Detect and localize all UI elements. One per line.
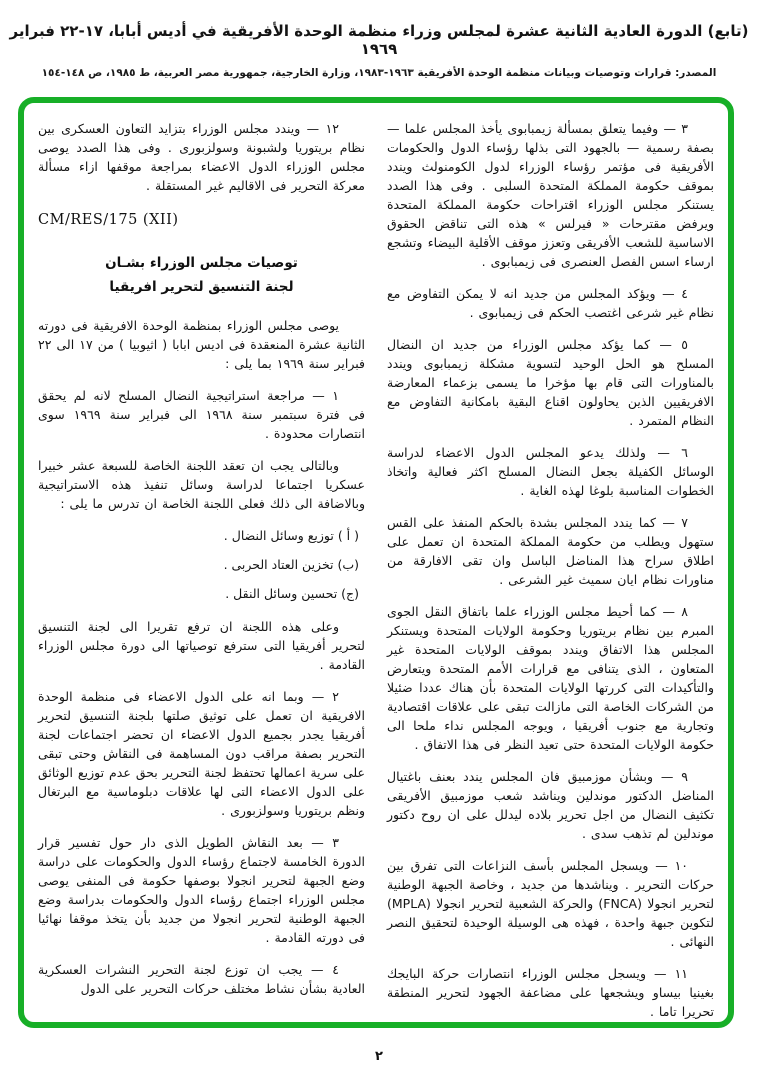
resolution-title-line-2: لجنة التنسيق لتحرير افريقيا [109,279,294,296]
document-source-line: المصدر: قرارات وتوصيات وبيانات منظمة الوحدة الأفريقية ١٩٦٣-١٩٨٣، وزارة الخارجية، جمهورية مصر العربية، ط ١٩٨٥، ص ١٤٨-١٥٤ [41,67,717,79]
document-header-title: (تابع) الدورة العادية الثانية عشرة لمجلس وزراء منظمة الوحدة الأفريقية في أديس أبابا، ١٧-٢٢ فبراير ١٩٦٩ [9,22,749,58]
paragraph-12: ١٢ — ويندد مجلس الوزراء بتزايد التعاون العسكرى بين نظام بريتوريا ولشبونة وسولزبورى . وفى هذا الصدد يوصى مجلس الوزراء الدول الاعضاء بمراجعة موقفها ازاء مسألة معركة التحرير فى الاقاليم غير المستقلة . [38,121,365,193]
document-header [0,0,758,79]
report-note: وعلى هذه اللجنة ان ترفع تقريرا الى لجنة التنسيق لتحرير أفريقيا التى سترفع توصياتها الى دورة مجلس الوزراء القادمة . [38,618,365,672]
paragraph-10: ١٠ — ويسجل المجلس بأسف النزاعات التى تفرق بين حركات التحرير . ويناشدها من جديد ، وخاصة الجبهة الوطنية لتحرير انجولا (FNCA) والحركة الشعبية لتحرير انجولا (MPLA) لتكوين جبهة واحدة ، فهذه هى الوسيلة الوحيدة لتحقيق النصر النهائى . [387,858,715,949]
study-item-a: ( أ ) توزيع وسائل النضال . [223,527,359,543]
resolution-item-3: ٣ — بعد النقاش الطويل الذى دار حول تفسير قرار الدورة الخامسة لاجتماع رؤساء الدول والحكومات على دراسة وضع الجبهة لتحرير انجولا بوصفها حكومة فى المنفى يوصى مجلس الوزراء اجتماع رؤساء الدول والحكومات بدراسة وضع الجبهة الوطنية لتحرير انجولا من جديد بأن يتخذ موقفا نهائيا فى دورته القادمة . [38,834,365,945]
resolution-title [38,251,365,300]
resolution-item-2: ٢ — وبما انه على الدول الاعضاء فى منظمة الوحدة الافريقية ان تعمل على توثيق صلتها بلجنة التنسيق لتحرير أفريقيا يجدر بجميع الدول الاعضاء ان تحضر اجتماعات لجنة التحرير بصفة مراقب دون المساهمة فى النقاش وحتى تبقى على سرية اعمالها تحتفظ لجنة التحرير بحق عدم توزيع الوثائق على الدول الاعضاء التى لها علاقات دبلوماسية مع البرتغال ونظم بريتوريا وسولزبورى . [38,688,365,818]
resolution-intro: يوصى مجلس الوزراء بمنظمة الوحدة الافريقية فى دورته الثانية عشرة المنعقدة فى اديس ابابا ( اثيوبيا ) من ١٧ الى ٢٢ فبراير سنة ١٩٦٩ بما يلى : [38,317,365,371]
resolution-title-line-1: توصيات مجلس الوزراء بشـان [105,255,298,272]
paragraph-8: ٨ — كما أحيط مجلس الوزراء علما باتفاق النقل الجوى المبرم بين نظام بريتوريا وحكومة الولايات المتحدة ويستنكر المجلس هذا الاتفاق ويندد بموقف الولايات المتحدة غير المتعاون ، الذى يتنافى مع قرارات الأمم المتحدة ويتعارض والتأكيدات التى كررتها الولايات المتحدة بأن هناك عددا ضئيلا من الشركات الخاصة التى مازالت تبقى على علاقات اقتصادية وتجارية مع جنوب أفريقيا ، ويوجه المجلس نداء ملحا الى حكومة الولايات المتحدة حتى تعيد النظر فى هذا الاتفاق . [387,604,714,752]
paragraph-4: ٤ — ويؤكد المجلس من جديد انه لا يمكن التفاوض مع نظام غير شرعى اغتصب الحكم فى زيمبابوى . [387,286,714,320]
study-item-c: (ج) تحسين وسائل النقل . [225,585,359,601]
resolution-item-1: ١ — مراجعة استراتيجية النضال المسلح لانه لم يحقق فى فترة سبتمبر سنة ١٩٦٨ الى فبراير سنة ١٩٦٩ سوى انتصارات محدودة . [38,387,365,441]
paragraph-7: ٧ — كما يندد المجلس بشدة بالحكم المنفذ على القس ستهول ويطلب من حكومة المملكة المتحدة ان تعمل على اطلاق سراح هذا المناضل الباسل وان تقى الافارقة من مناورات نظام ايان سميث غير الشرعى . [387,515,714,587]
page-number: ٢ [375,1049,383,1064]
resolution-reference: CM/RES/175 (XII) [38,212,179,228]
resolution-item-4: ٤ — يجب ان توزع لجنة التحرير النشرات العسكرية العادية بشأن نشاط مختلف حركات التحرير على الدول [38,961,365,996]
committee-note: وبالتالى يجب ان تعقد اللجنة الخاصة للسبعة عشر خبيرا عسكريا اجتماعا لدراسة وسائل تنفيذ هذه الاستراتيجية وبالاضافة الى ذلك فعلى اللجنة الخاصة ان تدرس ما يلى : [38,457,365,511]
paragraph-11: ١١ — ويسجل مجلس الوزراء انتصارات حركة البايجك بغينيا بيساو ويشجعها على مضاعفة الجهود لتحرير المنطقة تحريرا تاما . [387,966,714,1019]
column-left [38,119,365,1012]
study-items-list [38,526,359,603]
column-right [387,119,715,1019]
paragraph-3: ٣ — وفيما يتعلق بمسألة زيمبابوى يأخذ المجلس علما — بصفة رسمية — بالجهود التى بذلها رؤساء الدول والحكومات الأفريقية فى مؤتمر رؤساء الوزراء لدول الكومنولث ويندد بموقف حكومة المملكة المتحدة السلبى . وفى هذا الصدد يستنكر مجلس الوزراء اقتراحات حكومة المملكة المتحدة ويرفض مقترحات « فيرلس » هذه التى تناقض الحقوق الاساسية للشعب الأفريقى وتعزز موقف الأقلية البيضاء وتشجع ارساء اسس الفصل العنصرى فى زيمبابوى . [387,121,714,269]
paragraph-6: ٦ — ولذلك يدعو المجلس الدول الاعضاء لدراسة الوسائل الكفيلة بجعل النضال المسلح اكثر فعالية واتخاذ الخطوات المناسبة بلوغا لهذه الغاية . [387,445,714,498]
paragraph-5: ٥ — كما يؤكد مجلس الوزراء من جديد ان النضال المسلح هو الحل الوحيد لتسوية مشكلة زيمبابوى ويندد بالمناورات التى قام بها مؤخرا ما يسمى بزعماء المعارضة الافريقيين الذين يحاولون اقناع البقية بامكانية التفاوض مع النظام المتمرد . [387,337,714,428]
study-item-b: (ب) تخزين العتاد الحربى . [223,556,359,572]
two-column-layout [38,119,715,1019]
content-border-box [18,97,734,1028]
paragraph-9: ٩ — وبشأن موزمبيق فان المجلس يندد بعنف باغتيال المناضل الدكتور موندلين ويناشد شعب موزمبيق الأفريقى تكثيف النضال من اجل تحرير بلاده ليدلل على ان روح دكتور موندلين لم تذهب سدى . [387,769,714,841]
